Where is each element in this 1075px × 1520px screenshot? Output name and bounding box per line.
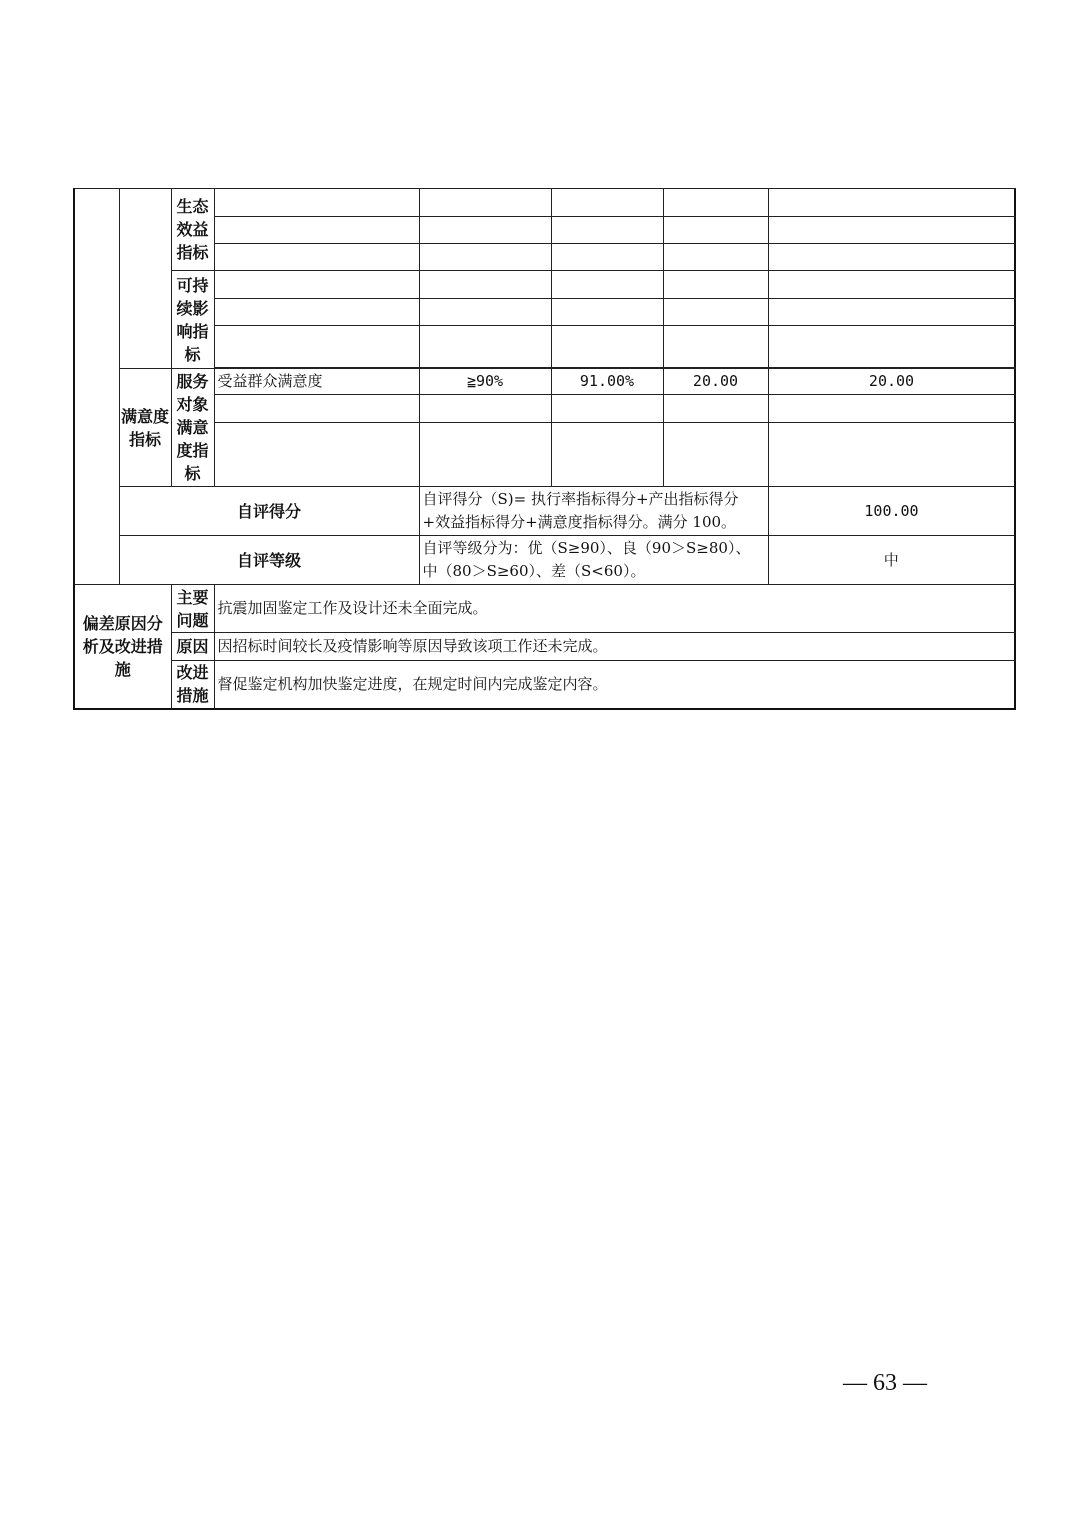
table-cell [663, 271, 768, 299]
improvement-text: 督促鉴定机构加快鉴定进度，在规定时间内完成鉴定内容。 [214, 661, 1015, 709]
table-cell [768, 326, 1015, 368]
table-cell [663, 217, 768, 244]
self-grade-description: 自评等级分为：优（S≥90）、良（90＞S≥80）、中（80＞S≥60）、差（S<60）。 [419, 536, 768, 585]
self-grade-value: 中 [768, 536, 1015, 585]
table-cell [768, 423, 1015, 487]
table-cell [419, 271, 551, 299]
main-problem-label: 主要问题 [171, 585, 214, 633]
main-problem-text: 抗震加固鉴定工作及设计还未全面完成。 [214, 585, 1015, 633]
table-cell [663, 189, 768, 217]
score-value: 20.00 [768, 369, 1015, 395]
table-cell [768, 189, 1015, 217]
benefit-category-cell [119, 189, 171, 369]
table-cell [214, 326, 419, 368]
indicator-name: 受益群众满意度 [214, 369, 419, 395]
table-cell [419, 395, 551, 423]
table-cell [663, 395, 768, 423]
actual-value: 91.00% [551, 369, 663, 395]
table-cell [214, 299, 419, 326]
outer-category-cell [74, 189, 119, 585]
table-cell [214, 271, 419, 299]
table-cell [768, 299, 1015, 326]
target-value: ≧90% [419, 369, 551, 395]
table-cell [768, 271, 1015, 299]
ecological-benefit-label: 生态效益指标 [171, 189, 214, 271]
table-cell [551, 244, 663, 271]
table-cell [768, 244, 1015, 271]
table-cell [214, 217, 419, 244]
service-satisfaction-label: 服务对象满意度指标 [171, 369, 214, 487]
self-grade-label: 自评等级 [119, 536, 419, 585]
evaluation-table-continuation [73, 188, 1014, 710]
table-cell [663, 244, 768, 271]
table-cell [551, 299, 663, 326]
table-cell [551, 326, 663, 368]
page-number: — 63 — [843, 1370, 927, 1396]
table-cell [419, 423, 551, 487]
table-cell [663, 299, 768, 326]
table-cell [663, 423, 768, 487]
table-cell [663, 326, 768, 368]
table-cell [551, 395, 663, 423]
self-score-full: 100.00 [768, 487, 1015, 536]
table-cell [768, 395, 1015, 423]
improvement-label: 改进措施 [171, 661, 214, 709]
self-score-label: 自评得分 [119, 487, 419, 536]
table-cell [768, 217, 1015, 244]
table-cell [214, 244, 419, 271]
table-cell [419, 244, 551, 271]
table-cell [419, 217, 551, 244]
table-cell [419, 299, 551, 326]
self-score-description: 自评得分（S)= 执行率指标得分+产出指标得分+效益指标得分+满意度指标得分。满分 100。 [419, 487, 768, 536]
table-cell [551, 189, 663, 217]
table-cell [214, 189, 419, 217]
table-cell [214, 395, 419, 423]
reason-label: 原因 [171, 633, 214, 661]
table-cell [419, 189, 551, 217]
satisfaction-group-label: 满意度指标 [119, 369, 171, 487]
table-cell [419, 326, 551, 368]
reason-text: 因招标时间较长及疫情影响等原因导致该项工作还未完成。 [214, 633, 1015, 661]
deviation-analysis-label: 偏差原因分析及改进措施 [74, 585, 171, 709]
table-cell [214, 423, 419, 487]
weight-value: 20.00 [663, 369, 768, 395]
table-cell [551, 271, 663, 299]
table-cell [551, 217, 663, 244]
table-cell [551, 423, 663, 487]
sustainable-impact-label: 可持续影响指标 [171, 271, 214, 369]
performance-table [73, 188, 1016, 710]
